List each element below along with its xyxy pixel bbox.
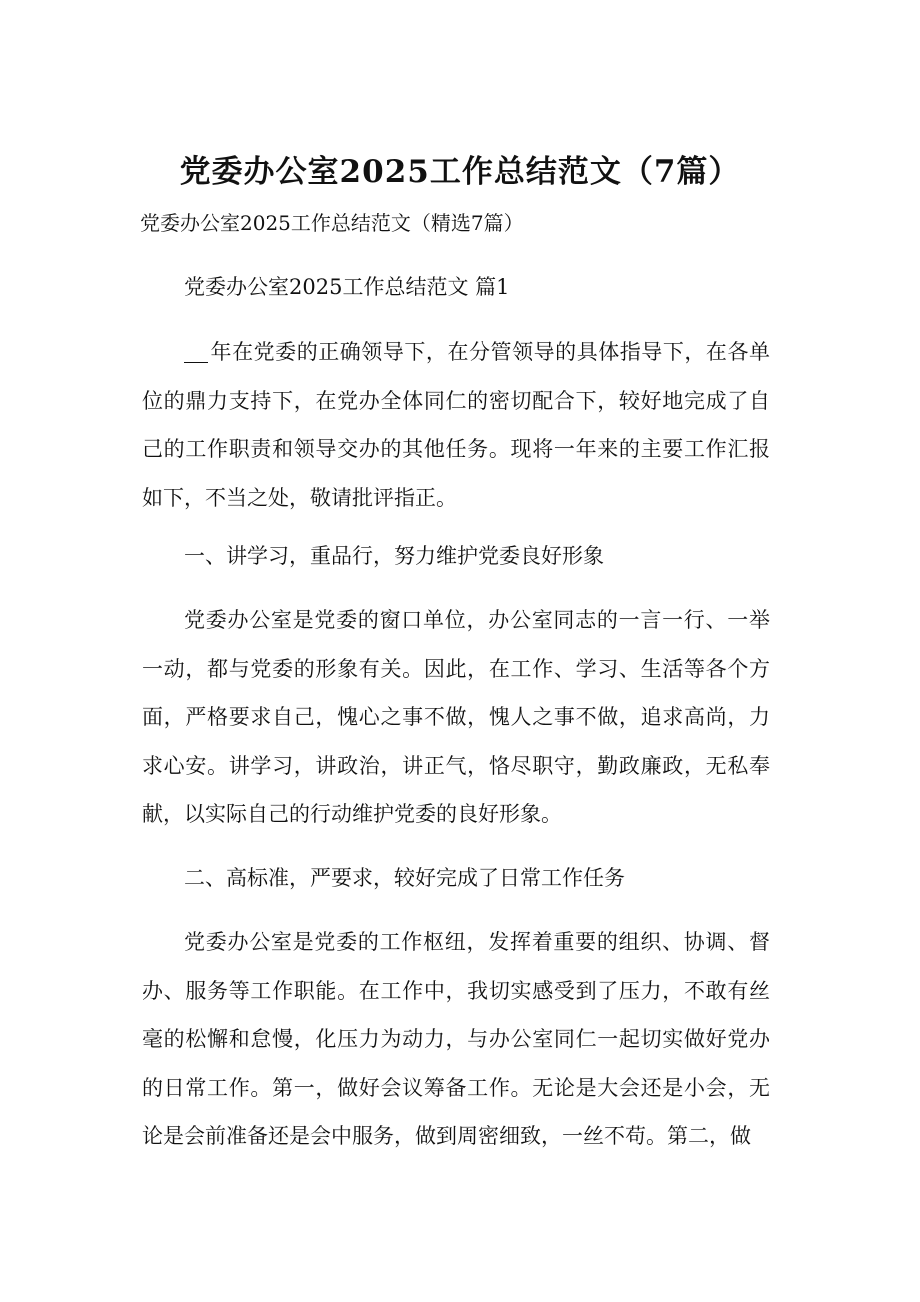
document-title: 党委办公室2025工作总结范文（7篇） xyxy=(179,154,741,190)
heading-1: 一、讲学习，重品行，努力维护党委良好形象 xyxy=(184,544,604,568)
heading-2: 二、高标准，严要求，较好完成了日常工作任务 xyxy=(184,866,625,890)
paragraph-3: 党委办公室是党委的工作枢纽，发挥着重要的组织、协调、督办、服务等工作职能。在工作中，我切实感受到了压力，不敢有丝毫的松懈和怠慢，化压力为动力，与办公室同仁一起切实做好党办的日常工作。第一，做好会议筹备工作。无论是大会还是小会，无论是会前准备还是会中服务，做到周密细致，一丝不苟。第二，做 xyxy=(142,930,770,1148)
fill-in-blank xyxy=(184,341,208,363)
document-subtitle: 党委办公室2025工作总结范文（精选7篇） xyxy=(140,211,524,235)
paragraph-2: 党委办公室是党委的窗口单位，办公室同志的一言一行、一举一动，都与党委的形象有关。因此，在工作、学习、生活等各个方面，严格要求自己，愧心之事不做，愧人之事不做，追求高尚，力求心安。讲学习，讲政治，讲正气，恪尽职守，勤政廉政，无私奉献，以实际自己的行动维护党委的良好形象。 xyxy=(142,608,770,826)
paragraph-1 xyxy=(142,328,770,522)
paragraph-1-text: 年在党委的正确领导下，在分管领导的具体指导下，在各单位的鼎力支持下，在党办全体同仁的密切配合下，较好地完成了自己的工作职责和领导交办的其他任务。现将一年来的主要工作汇报如下，不当之处，敬请批评指正。 xyxy=(142,340,770,510)
section-title: 党委办公室2025工作总结范文 篇1 xyxy=(184,275,510,299)
